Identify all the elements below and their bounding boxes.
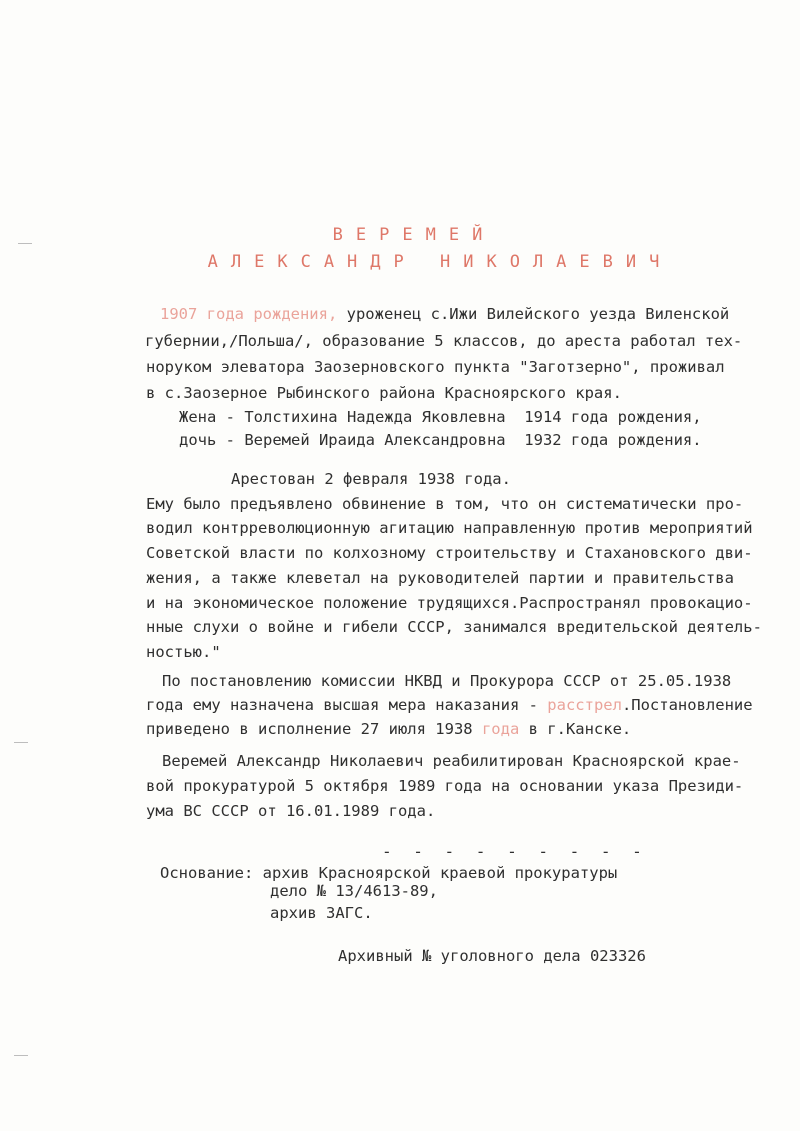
archive-number: Архивный № уголовного дела 023326 [338,947,646,965]
bio-daughter-line: дочь - Веремей Ираида Александровна 1932 года рождения. [179,431,702,449]
basis-line-2: дело № 13/4613-89, [270,882,438,900]
bio-wife-line: Жена - Толстихина Надежда Яковлевна 1914 года рождения, [179,408,702,426]
bio-line-3: норуком элеватора Заозерновского пункта "Заготзерно", проживал [146,358,725,376]
separator-dashes: - - - - - - - - - [382,842,648,861]
bio-line-1-text: уроженец с.Ижи Вилейского уезда Виленской [337,305,730,323]
rehab-line-2: вой прокуратурой 5 октября 1989 года на основании указа Президи- [146,777,744,795]
rehab-line-1: Веремей Александр Николаевич реабилитирован Красноярской крае- [162,752,741,770]
bio-line-4: в с.Заозерное Рыбинского района Красноярского края. [146,384,622,402]
sentence-line-2 [146,698,753,714]
arrest-line-4: Советской власти по колхозному строительству и Стахановского дви- [146,544,753,562]
arrest-line-8: ностью." [146,643,221,661]
bio-line-2: губернии,/Польша/, образование 5 классов, до ареста работал тех- [145,332,743,350]
edge-mark [14,742,28,743]
arrest-line-6: и на экономическое положение трудящихся.Распространял провокацио- [146,594,753,612]
document-title-name: АЛЕКСАНДР НИКОЛАЕВИЧ [207,252,673,272]
document-title-surname: ВЕРЕМЕЙ [332,225,496,245]
sentence-stamp-year: года [481,720,520,738]
sentence-line-1: По постановлению комиссии НКВД и Прокурора СССР от 25.05.1938 [162,672,732,690]
basis-line-3: архив ЗАГС. [270,904,373,922]
arrest-line-2: Ему было предъявлено обвинение в том, что он систематически про- [146,495,744,513]
sentence-line-2-end: .Постановление [621,696,753,714]
sentence-line-3-end: в г.Канске. [519,720,632,738]
sentence-line-3-text: приведено в исполнение 27 июля 1938 [146,720,482,738]
arrest-line-7: нные слухи о войне и гибели СССР, занимался вредительской деятель- [146,618,762,636]
sentence-stamp-word: расстрел [547,696,622,714]
arrest-line-5: жения, а также клеветал на руководителей партии и правительства [146,569,734,587]
sentence-line-3 [146,722,631,738]
basis-line-1: Основание: архив Красноярской краевой прокуратуры [160,864,618,882]
arrest-line-1: Арестован 2 февраля 1938 года. [231,470,511,488]
rehab-line-3: ума ВС СССР от 16.01.1989 года. [146,802,436,820]
edge-mark [14,1055,28,1056]
birth-year-stamp: 1907 года рождения, [160,305,338,323]
arrest-line-3: водил контрреволюционную агитацию направленную против мероприятий [146,519,753,537]
bio-line-1 [160,307,729,323]
sentence-line-2-text: года ему назначена высшая мера наказания - [146,696,548,714]
